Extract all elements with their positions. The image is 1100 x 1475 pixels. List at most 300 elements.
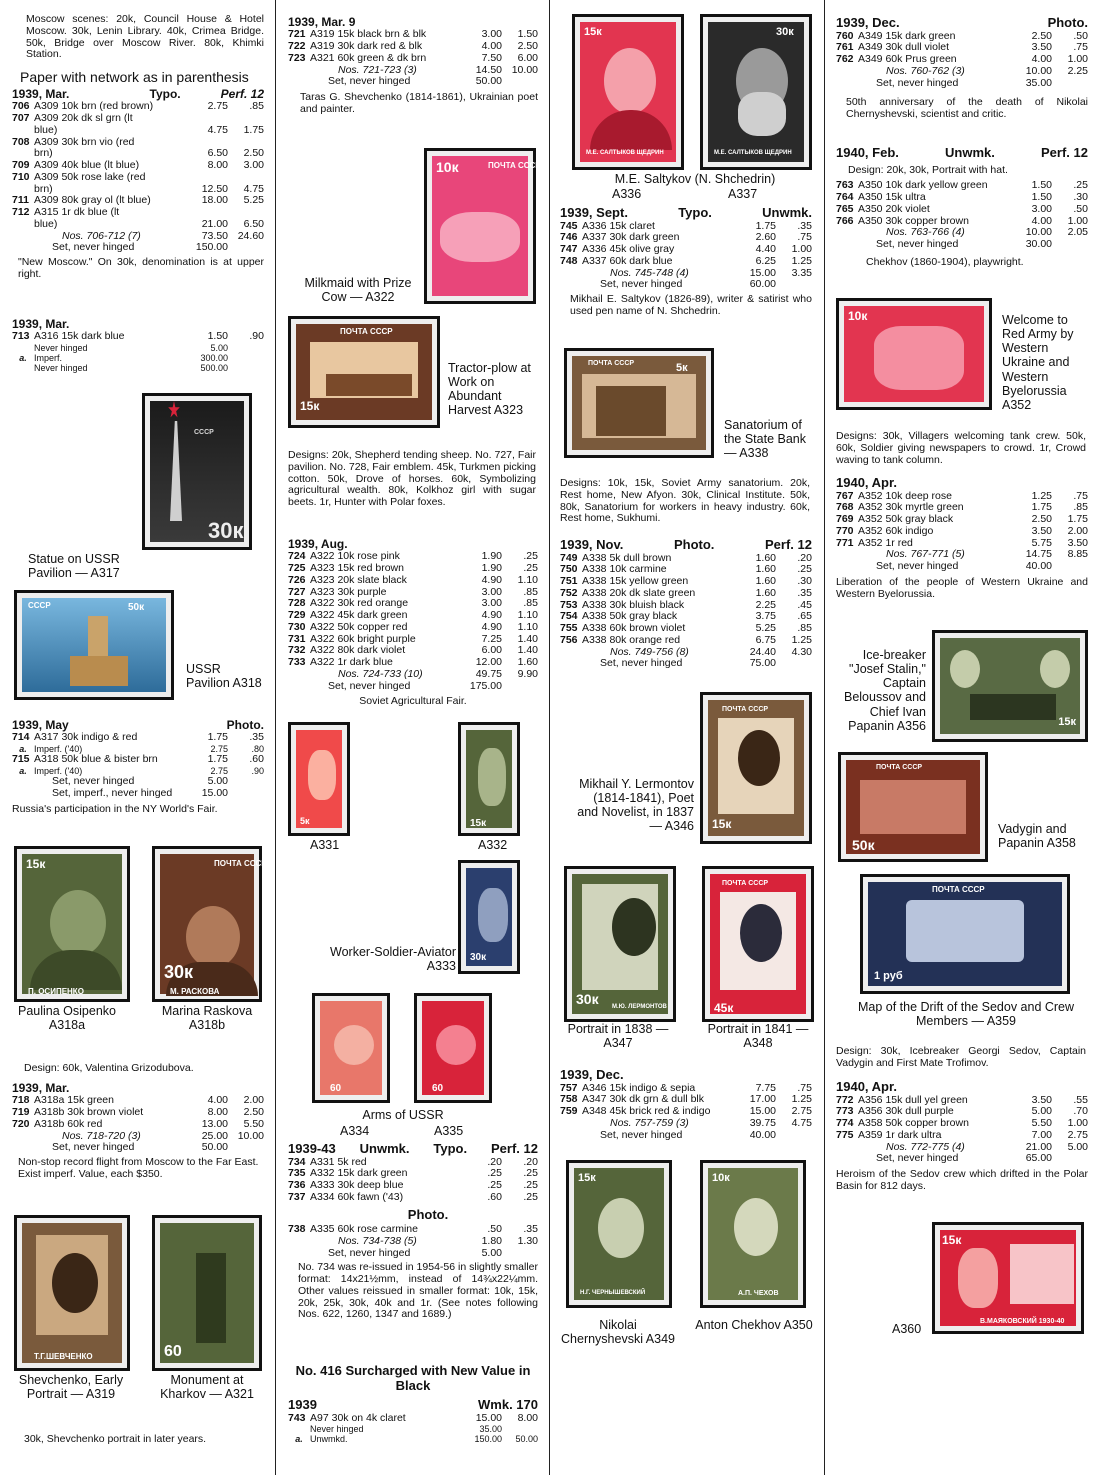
stamp-row-description: A336 45k olive gray [582,243,675,256]
section-perf: Unwmk. [762,205,812,220]
stamp-list [288,1413,538,1445]
stamp-row-unused-value: 1.25 [1031,489,1052,502]
stamp-row-used-value: .35 [249,731,264,744]
stamp-row [12,732,264,744]
stamp-row-unused-value: 1.60 [755,575,776,588]
stamp-row-unused-value: 4.00 [1031,214,1052,227]
stamp-row-description: A318 50k blue & bister brn [34,753,158,766]
caption-a359: Map of the Drift of the Sedov and Crew Members — A359 [857,1000,1075,1029]
stamp-row-number: 706 [12,100,30,113]
stamp-row-used-value: 6.50 [243,217,264,230]
stamp-row-used-value: 1.25 [791,254,812,267]
section-date: 1939, Nov. [560,537,624,552]
paper-heading: Paper with network as in parenthesis [20,69,249,85]
stamp-row-unused-value: 2.50 [1031,29,1052,42]
stamp-row-used-value: .70 [1073,1105,1088,1118]
section-type: Photo. [673,537,715,552]
stamp-row-unused-value: 2.60 [755,231,776,244]
stamp-row-description: Never hinged [34,343,88,354]
stamp-row-number: 754 [560,610,578,623]
design-note: Design: 20k, 30k, Portrait with hat. [848,163,1008,176]
stamp-row-unused-value: 5.50 [1031,1117,1052,1130]
stamp-row-unused-value: 3.50 [1031,1093,1052,1106]
stamp-row-unused-value: 17.00 [749,1093,776,1106]
photo-subhead: Photo. [407,1206,449,1222]
stamp-row-description: blue) [34,123,58,136]
caption-a323: Tractor-plow at Work on Abundant Harvest A323 [448,361,531,418]
caption-arms: Arms of USSR [362,1108,444,1122]
stamp-row [288,1424,538,1434]
designs-note: Designs: 20k, Shepherd tending sheep. No. 727, Fair pavilion. No. 728, Fair emblem. 45k, Turkmen picking cotton. 50k, Drove of horses. 60k, Symbolizing agricultural wealth. 80k, Kolkhoz girl with sugar beets. 1r, Hunter with Polar foxes. [288,449,536,508]
stamp-row [12,1119,264,1131]
stamp-row-used-value [228,172,264,184]
section-perf: Perf. 12 [765,537,812,552]
stamp-row-unused-value: 1.75 [1031,501,1052,514]
stamp-row [560,588,812,600]
section-perf: Perf. 12 [220,87,264,101]
stamp-row-number: 727 [288,585,306,598]
column-4 [836,0,1088,1475]
section-note: Taras G. Shevchenko (1814-1861), Ukrainian poet and painter. [300,91,538,115]
stamp-row-description: A358 50k copper brown [858,1117,969,1130]
section-note: Liberation of the people of Western Ukraine and Western Byelorussia. [836,575,1088,600]
stamp-row-number: 747 [560,243,578,256]
stamp-row-description: A322 1r dark blue [310,656,393,669]
stamp-row-number: 773 [836,1105,854,1118]
stamp-row-description: A318a 15k green [34,1094,114,1107]
section-1939-may [12,719,264,815]
stamp-row-used-value: .35 [523,1223,538,1236]
section-1939-mar-718 [12,1082,264,1181]
stamp-row-description: A348 45k brick red & indigo [582,1105,711,1118]
stamp-row-unused-value: 5.00 [210,343,228,354]
stamp-a321: 60 [152,1215,262,1371]
stamp-row-unused-value: 5.00 [1031,1105,1052,1118]
stamp-row-unused-value: 1.75 [207,753,228,766]
stamp-row-number: 721 [288,28,306,41]
stamp-row-unused-value: 2.75 [210,744,228,755]
section-date: 1939, Dec. [560,1067,624,1082]
section-note: No. 734 was re-issued in 1954-56 in slightly smaller format: 14x21½mm, instead of 14¾x22¼mm. Other values reissued in smaller format: 10k, 15k, 20k, 25k, 30k, 40k and 1r. (See notes following Nos. 622, 1260, 1347 and 1689.) [298,1261,538,1321]
stamp-row-description: A338 5k dull brown [582,551,672,564]
stamp-row-description: A338 30k bluish black [582,598,685,611]
caption-a318b: Marina Raskova A318b [161,1004,253,1033]
stamp-row-description: A309 10k brn (red brown) [34,100,154,113]
section-date: 1939, Sept. [560,205,628,220]
section-date: 1939, Mar. [12,317,70,331]
section-1939-mar-713 [12,318,264,373]
stamp-a336: 15к М.Е. САЛТЫКОВ ЩЕДРИН [572,14,684,170]
never-hinged-row: Set, never hinged 50.00 [328,75,502,88]
section-1939-dec [560,1068,812,1141]
stamp-row-description: Never hinged [310,1424,364,1435]
stamp-row-number: 712 [12,206,30,219]
column-1 [12,0,267,1475]
stamp-row-number: 713 [12,330,30,343]
stamp-a346: 15к ПОЧТА СССР [700,692,812,844]
total-row: Nos. 763-766 (4) 10.00 2.05 [886,226,1088,239]
stamp-row-number: 772 [836,1093,854,1106]
stamp-list [12,1095,264,1130]
stamp-row-unused-value: 2.75 [210,766,228,777]
designs-note: Designs: 30k, Villagers welcoming tank crew. 50k, 60k, Soldier giving newspapers to crowd. 1r, Crowd waving to tank column. [836,430,1086,466]
section-note: Chekhov (1860-1904), playwright. [866,255,1024,268]
stamp-row-number: 724 [288,550,306,563]
stamp-row-unused-value: 7.00 [1031,1128,1052,1141]
stamp-row-number: 751 [560,575,578,588]
stamp-row-unused-value: 21.00 [201,217,228,230]
stamp-row-number [12,219,34,231]
stamp-row-number: 763 [836,179,854,192]
stamp-row-unused-value: 15.00 [475,1411,502,1424]
column-3 [560,0,812,1475]
stamp-row-number: 766 [836,214,854,227]
stamp-row-used-value: .80 [251,744,264,755]
stamp-row-description: A337 30k dark green [582,231,680,244]
stamp-row-used-value [228,363,264,373]
section-perf: Perf. 12 [1041,145,1088,160]
stamp-row-description: A318b 30k brown violet [34,1106,144,1119]
stamp-row-description: A332 15k dark green [310,1167,408,1180]
stamp-row-unused-value: 300.00 [200,353,228,364]
stamp-row [12,754,264,766]
section-date: 1940, Apr. [836,1079,897,1094]
never-hinged-row: Set, never hinged 5.00 [52,775,228,788]
stamp-row-unused-value: 2.75 [207,100,228,113]
stamp-row-description: A352 1r red [858,536,913,549]
caption-a360: A360 [892,1322,922,1336]
stamp-row-unused-value: 15.00 [749,1105,776,1118]
stamp-row-used-value: .20 [523,1155,538,1168]
stamp-row-unused-value: 7.50 [481,51,502,64]
stamp-row [12,331,264,343]
stamp-a338: 5к ПОЧТА СССР [564,348,714,458]
stamp-row-number: 736 [288,1179,306,1192]
stamp-row-description: Unwmkd. [310,1434,348,1445]
stamp-row-used-value: 2.00 [1067,524,1088,537]
section-1940-apr [836,476,1088,600]
stamp-row-number: 752 [560,586,578,599]
stamp-row-used-value: .50 [1073,29,1088,42]
section-type: Typo. [149,87,181,101]
section-perf: Photo. [226,718,264,732]
stamp-row-unused-value: .20 [487,1155,502,1168]
stamp-row-unused-value: .60 [487,1190,502,1203]
stamp-row-number: 714 [12,731,30,744]
stamp-row [12,353,264,363]
stamp-row [288,53,538,65]
stamp-row-number [12,343,34,353]
stamp-row-number: 711 [12,194,29,207]
stamp-row-used-value: .45 [797,598,812,611]
caption-a317: Statue on USSR Pavilion — A317 [28,552,120,581]
stamp-row-number: a. [19,353,27,364]
design-note: Design: 30k, Icebreaker Georgi Sedov, Captain Vadygin and First Mate Trofimov. [836,1045,1086,1069]
stamp-row [288,1413,538,1425]
stamp-row-used-value: .25 [523,1179,538,1192]
stamp-a360: 15к В.МАЯКОВСКИЙ 1930-40 [932,1222,1084,1334]
stamp-row-number: 745 [560,219,578,232]
stamp-row-number: 768 [836,501,854,514]
stamp-row-number: 762 [836,53,854,66]
stamp-row [560,256,812,268]
stamp-row-used-value: .85 [523,585,538,598]
stamp-row-unused-value: 4.90 [481,620,502,633]
stamp-row-number: 733 [288,656,306,669]
stamp-row-unused-value: 1.90 [481,562,502,575]
designs-note: Designs: 10k, 15k, Soviet Army sanatorium. 20k, Rest home, New Afyon. 30k, Clinical Institute. 50k, 80k, Sanatorium for workers in heavy industry. 60k, Rest home, Sukhumi. [560,477,810,525]
caption-a321: Monument at Kharkov — A321 [160,1373,254,1402]
stamp-row-used-value [502,1424,538,1434]
stamp-row-description: A333 30k deep blue [310,1179,404,1192]
never-hinged-row: Set, never hinged 40.00 [876,560,1052,573]
stamp-row-description: A315 1r dk blue (lt [34,206,120,219]
section-1939-sept [560,206,812,318]
stamp-a352: 10к [836,298,992,410]
section-type: Typo. [433,1141,468,1156]
stamp-row-used-value: 1.00 [1067,214,1088,227]
stamp-row-number: 734 [288,1155,306,1168]
never-hinged-row: Set, imperf., never hinged 15.00 [52,786,228,799]
stamp-row-number: a. [19,744,27,755]
stamp-row-number [12,125,34,137]
never-hinged-row: Set, never hinged 65.00 [876,1152,1052,1165]
stamp-row-used-value: .30 [1073,191,1088,204]
stamp-row-unused-value: 3.50 [1031,41,1052,54]
stamp-row-number: 765 [836,202,854,215]
stamp-row-used-value: 5.25 [243,194,264,207]
stamp-row-used-value: .30 [797,575,812,588]
stamp-row-unused-value: 4.75 [207,123,228,136]
stamp-row-unused-value: 4.40 [755,243,776,256]
stamp-a335: 60 [414,993,492,1103]
stamp-row-description: A359 1r dark ultra [858,1128,942,1141]
stamp-row-description: A319 15k black brn & blk [310,28,427,41]
caption-a352: Welcome to Red Army by Western Ukraine and Western Byelorussia A352 [1002,313,1074,412]
stamp-row-description: A337 60k dark blue [582,254,673,267]
stamp-row-unused-value: 7.75 [755,1081,776,1094]
stamp-list [288,29,538,64]
stamp-row-description: brn) [34,182,53,195]
stamp-row-used-value: 1.25 [791,633,812,646]
stamp-row-unused-value: 13.00 [201,1117,228,1130]
stamp-row-description: A346 15k indigo & sepia [582,1081,696,1094]
stamp-row-number: 732 [288,644,306,657]
stamp-row-used-value: 2.75 [1067,1128,1088,1141]
stamp-row-description: A350 30k copper brown [858,214,969,227]
stamp-row-unused-value: 4.00 [481,40,502,53]
stamp-row-used-value: 1.40 [517,632,538,645]
stamp-row-used-value: 6.00 [517,51,538,64]
stamp-list [836,31,1088,66]
stamp-row-description: A349 15k dark green [858,29,956,42]
stamp-row-number: 756 [560,633,578,646]
stamp-row-description: A352 60k indigo [858,524,934,537]
column-2 [288,0,541,1475]
stamp-row-unused-value: 1.75 [755,219,776,232]
stamp-row-used-value: .75 [1073,41,1088,54]
total-row: Nos. 724-733 (10) 49.75 9.90 [338,667,538,680]
stamp-row-description: A338 10k carmine [582,563,667,576]
stamp-row-number: 757 [560,1081,578,1094]
stamp-row-used-value: 1.60 [517,656,538,669]
stamp-row-description: Imperf. ('40) [34,766,83,777]
stamp-row-number [12,363,34,373]
stamp-a323: 15к ПОЧТА СССР [288,316,440,428]
stamp-row-description: A352 50k gray black [858,513,954,526]
stamp-row-used-value: .60 [249,753,264,766]
stamp-row [560,635,812,647]
stamp-row-description: Imperf. [34,353,63,364]
stamp-row-unused-value: 3.75 [755,610,776,623]
stamp-row [12,363,264,373]
caption-saltykov: M.E. Saltykov (N. Shchedrin) [614,172,776,186]
stamp-row-number: 760 [836,29,854,42]
stamp-row-unused-value: 3.00 [481,28,502,41]
stamp-a333: 30к [458,860,520,974]
stamp-row-description: A334 60k fawn ('43) [310,1190,404,1203]
stamp-row-used-value: 2.00 [243,1094,264,1107]
column-divider [824,0,825,1475]
stamp-row-used-value: 50.00 [515,1434,538,1445]
caption-a331: A331 [310,838,340,852]
stamp-row-unused-value: 2.50 [1031,513,1052,526]
stamp-row-description: A338 20k dk slate green [582,586,696,599]
stamp-row [288,575,538,587]
stamp-row-number: 770 [836,524,854,537]
stamp-a358: 50к ПОЧТА СССР [838,752,988,862]
caption-a318: USSR Pavilion A318 [186,662,262,691]
stamp-row-description: A350 20k violet [858,202,930,215]
stamp-row-unused-value: 12.00 [475,656,502,669]
stamp-a334: 60 [312,993,390,1103]
stamp-a348: ПОЧТА СССР 45к [702,866,814,1022]
never-hinged-row: Set, never hinged 50.00 [52,1141,228,1154]
stamp-row-description: A321 60k green & dk brn [310,51,427,64]
section-wmk: Unwmk. [945,145,995,160]
stamp-row-used-value [228,343,264,353]
section-note: 50th anniversary of the death of Nikolai Chernyshevski, scientist and critic. [846,96,1088,121]
stamp-row-used-value: 2.50 [243,1106,264,1119]
section-1939-aug [288,538,538,708]
stamp-row-description: Imperf. ('40) [34,744,83,755]
stamp-row-description: A322 30k red orange [310,597,409,610]
section-perf: Photo. [1047,15,1088,30]
stamp-row-used-value: 1.10 [517,609,538,622]
section-note: Exist imperf. Value, each $350. [18,1167,163,1180]
never-hinged-row: Set, never hinged 5.00 [328,1246,502,1259]
stamp-row-unused-value: 3.50 [1031,524,1052,537]
section-date: 1939, Mar. [12,1081,70,1095]
section-date: 1939, May [12,718,69,732]
stamp-row-unused-value: 1.90 [481,550,502,563]
stamp-row-used-value: .90 [251,766,264,777]
never-hinged-row: Set, never hinged 150.00 [52,241,228,254]
stamp-row-unused-value: 4.00 [1031,53,1052,66]
section-date: 1939, Mar. [12,87,70,101]
stamp-row-unused-value: 4.90 [481,573,502,586]
stamp-row-number: 715 [12,753,30,766]
stamp-row-description: A322 80k dark violet [310,644,406,657]
intro-text: Moscow scenes: 20k, Council House & Hotel Moscow. 30k, Lenin Library. 40k, Crimea Bridge. 50k, Bridge over Moscow River. 80k, Khimki Station. [26,13,264,61]
stamp-row-description: A335 60k rose carmine [310,1223,418,1236]
stamp-row-used-value: .25 [797,563,812,576]
stamp-row-number: 750 [560,563,578,576]
stamp-row-used-value: .25 [523,1190,538,1203]
section-type: Typo. [678,205,712,220]
stamp-row [12,125,264,137]
stamp-row-used-value [228,353,264,363]
section-note: "New Moscow." On 30k, denomination is at upper right. [18,256,264,280]
stamp-row-description: A319 30k dark red & blk [310,40,423,53]
never-hinged-row: Set, never hinged 75.00 [600,657,776,670]
stamp-row-number: 761 [836,41,854,54]
stamp-row-unused-value: 5.75 [1031,536,1052,549]
stamp-row-unused-value: 6.50 [207,147,228,160]
stamp-list [560,221,812,268]
stamp-row-description: blue) [34,217,58,230]
section-date: 1940, Apr. [836,475,897,490]
stamp-row-unused-value: 6.75 [755,633,776,646]
stamp-row-used-value: .35 [797,586,812,599]
stamp-row-description: A349 30k dull violet [858,41,950,54]
stamp-row [836,526,1088,538]
stamp-row-description: A316 15k dark blue [34,330,125,343]
surcharge-heading: No. 416 Surcharged with New Value in Black [295,1363,531,1393]
caption-a338: Sanatorium of the State Bank — A338 [724,418,807,461]
stamp-list [12,101,264,230]
stamp-row-unused-value: .25 [487,1179,502,1192]
stamp-row-used-value: 2.50 [243,147,264,160]
stamp-list [288,551,538,669]
stamp-row-number: 725 [288,562,306,575]
stamp-row-number: 758 [560,1093,578,1106]
section-note: Soviet Agricultural Fair. [359,695,467,708]
stamp-row-unused-value: 3.00 [1031,202,1052,215]
stamp-row-unused-value: 12.50 [201,182,228,195]
never-hinged-row: Set, never hinged 175.00 [328,679,502,692]
stamp-row-used-value: 8.00 [517,1411,538,1424]
stamp-row-unused-value: 150.00 [474,1434,502,1445]
stamp-row-used-value: .25 [1073,179,1088,192]
stamp-row-unused-value: 1.60 [755,563,776,576]
stamp-row-number: 738 [288,1223,306,1236]
caption-a333: Worker-Soldier-Aviator A333 [330,945,456,974]
stamp-row-description: Never hinged [34,363,88,374]
stamp-row-used-value: 1.75 [1067,513,1088,526]
caption-a350: Anton Chekhov A350 [695,1318,813,1332]
stamp-row-number: 749 [560,551,578,564]
stamp-row-unused-value: 2.25 [755,598,776,611]
stamp-a350: 10к А.П. ЧЕХОВ [700,1160,806,1308]
stamp-row-number: 755 [560,622,578,635]
stamp-row-used-value: .75 [797,1081,812,1094]
stamp-row-description: A317 30k indigo & red [34,731,138,744]
stamp-row-number: 743 [288,1411,306,1424]
stamp-row-number: 720 [12,1117,30,1130]
stamp-row-used-value: .50 [1073,202,1088,215]
caption-a334: A334 [340,1124,370,1138]
total-row: Nos. 706-712 (7) 73.50 24.60 [62,229,264,242]
stamp-row-used-value: .85 [523,597,538,610]
stamp-row [288,622,538,634]
stamp-a318b: ПОЧТА СССР 30к М. РАСКОВА [152,846,262,1002]
caption-a335: A335 [434,1124,464,1138]
stamp-row-number: 775 [836,1128,854,1141]
stamp-row-description: A350 15k ultra [858,191,926,204]
stamp-row-description: A309 50k rose lake (red [34,170,146,183]
stamp-row-number: 719 [12,1106,30,1119]
